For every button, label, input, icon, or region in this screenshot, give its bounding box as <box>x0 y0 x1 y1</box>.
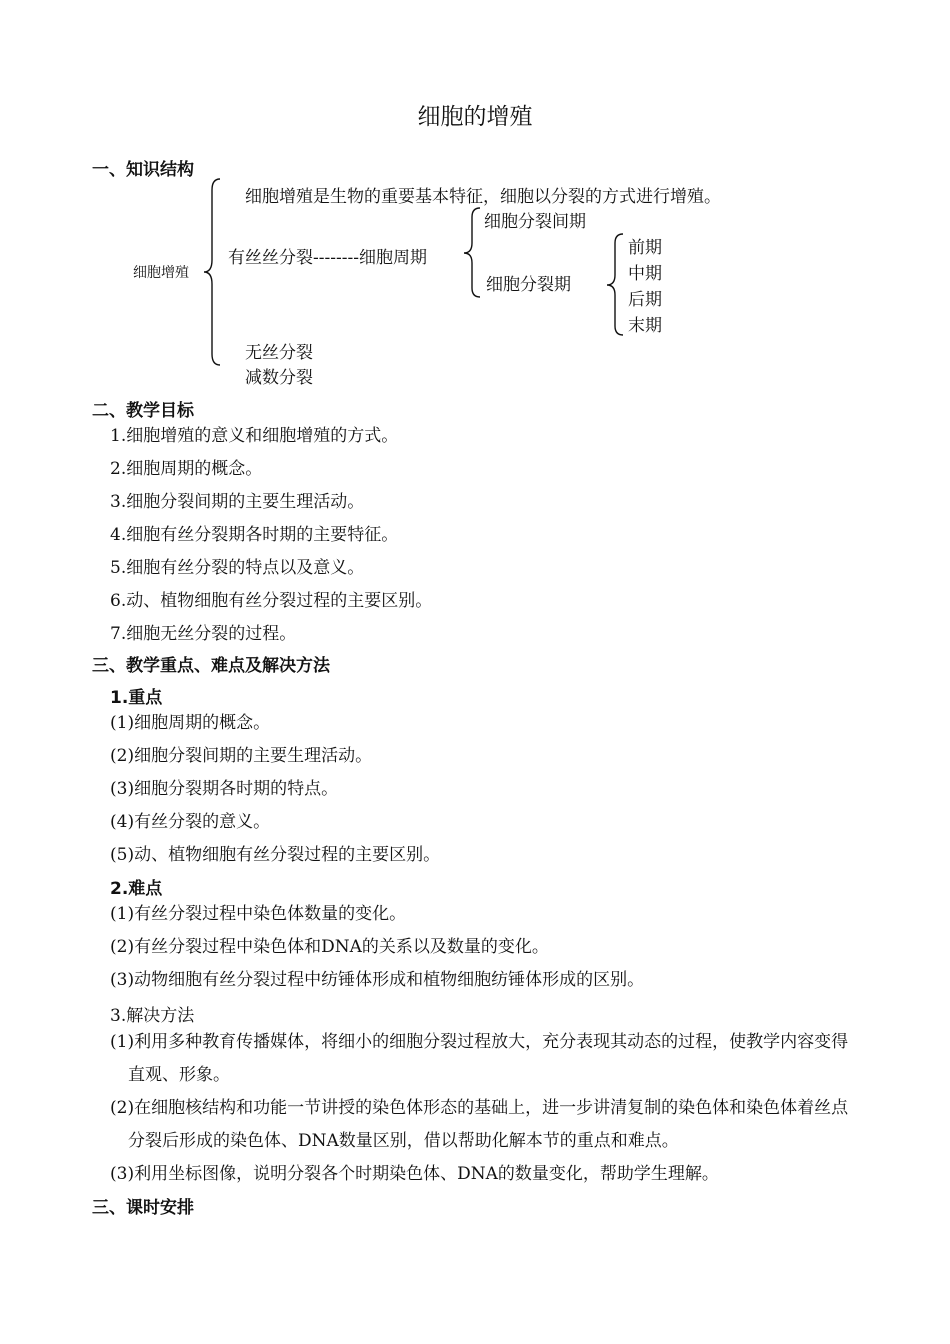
list-item: (4)有丝分裂的意义。 <box>110 812 271 832</box>
subheading-methods: 3.解决方法 <box>110 1006 195 1026</box>
subheading-difficulties: 2.难点 <box>110 879 163 899</box>
mitosis-brace <box>462 207 482 299</box>
list-item: (3)细胞分裂期各时期的特点。 <box>110 779 339 799</box>
list-item: (1)有丝分裂过程中染色体数量的变化。 <box>110 904 407 924</box>
tree-interphase-label: 细胞分裂间期 <box>484 212 586 232</box>
section-heading-teaching-goals: 二、教学目标 <box>92 401 194 421</box>
main-brace <box>202 178 222 366</box>
list-item: (2)有丝分裂过程中染色体和DNA的关系以及数量的变化。 <box>110 937 549 957</box>
list-item: 7.细胞无丝分裂的过程。 <box>110 624 297 644</box>
list-item: 4.细胞有丝分裂期各时期的主要特征。 <box>110 525 399 545</box>
list-item: (3)利用坐标图像，说明分裂各个时期染色体、DNA的数量变化，帮助学生理解。 <box>110 1164 719 1184</box>
tree-phase-metaphase: 中期 <box>628 264 662 284</box>
list-item: (5)动、植物细胞有丝分裂过程的主要区别。 <box>110 845 441 865</box>
page-title: 细胞的增殖 <box>417 104 533 130</box>
tree-intro-text: 细胞增殖是生物的重要基本特征，细胞以分裂的方式进行增殖。 <box>245 187 721 207</box>
list-item: (2)在细胞核结构和功能一节讲授的染色体形态的基础上，进一步讲清复制的染色体和染色体着丝点分裂后形成的染色体、DNA数量区别，借以帮助化解本节的重点和难点。 <box>110 1098 849 1151</box>
tree-meiosis-label: 减数分裂 <box>245 368 313 388</box>
teaching-goals-list <box>110 420 870 651</box>
tree-phase-prophase: 前期 <box>628 238 662 258</box>
difficulties-list <box>110 898 870 997</box>
list-item: 5.细胞有丝分裂的特点以及意义。 <box>110 558 365 578</box>
list-item: 3.细胞分裂间期的主要生理活动。 <box>110 492 365 512</box>
list-item: (1)利用多种教育传播媒体，将细小的细胞分裂过程放大，充分表现其动态的过程，使教学内容变得直观、形象。 <box>110 1032 849 1085</box>
list-item: (3)动物细胞有丝分裂过程中纺锤体形成和植物细胞纺锤体形成的区别。 <box>110 970 645 990</box>
tree-phase-anaphase: 后期 <box>628 290 662 310</box>
tree-phase-telophase: 末期 <box>628 316 662 336</box>
tree-amitosis-label: 无丝分裂 <box>245 343 313 363</box>
section-heading-knowledge-structure: 一、知识结构 <box>92 160 194 180</box>
section-heading-key-difficult-methods: 三、教学重点、难点及解决方法 <box>92 656 330 676</box>
section-heading-schedule: 三、课时安排 <box>92 1198 194 1218</box>
tree-root-label: 细胞增殖 <box>133 265 189 281</box>
tree-mitosis-label: 有丝丝分裂--------细胞周期 <box>228 248 427 268</box>
phase-brace <box>605 233 625 337</box>
list-item: 1.细胞增殖的意义和细胞增殖的方式。 <box>110 426 399 446</box>
methods-list <box>110 1026 862 1191</box>
list-item: (2)细胞分裂间期的主要生理活动。 <box>110 746 373 766</box>
list-item: 2.细胞周期的概念。 <box>110 459 263 479</box>
list-item: (1)细胞周期的概念。 <box>110 713 271 733</box>
list-item: 6.动、植物细胞有丝分裂过程的主要区别。 <box>110 591 433 611</box>
subheading-key-points: 1.重点 <box>110 688 163 708</box>
key-points-list <box>110 707 870 872</box>
tree-division-phase-label: 细胞分裂期 <box>486 275 571 295</box>
